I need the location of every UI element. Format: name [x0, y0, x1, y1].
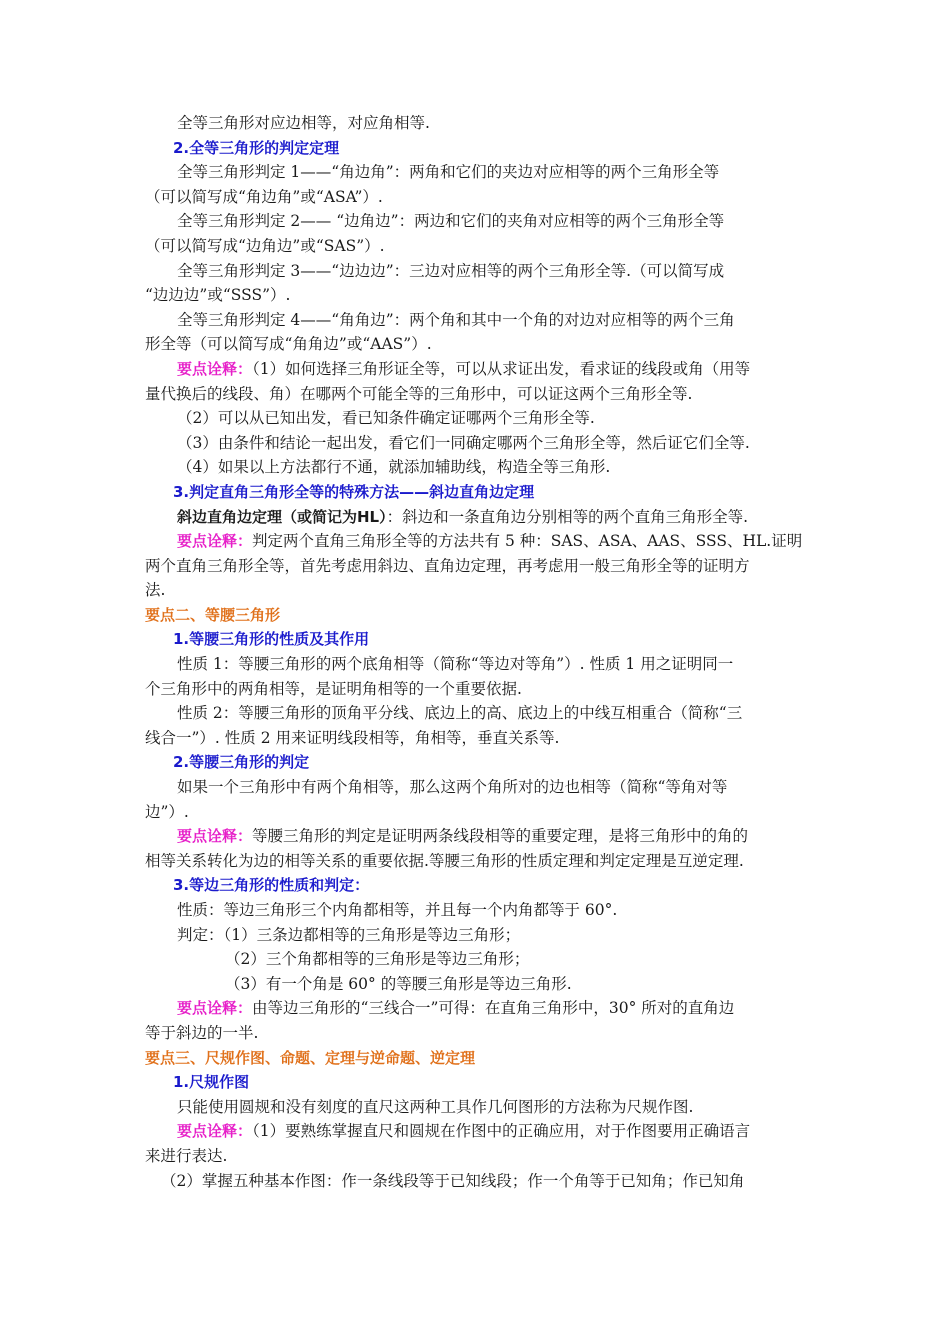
section-heading: 2.等腰三角形的判定	[173, 753, 310, 772]
paragraph: “边边边”或“SSS”）.	[145, 286, 291, 305]
paragraph: 性质：等边三角形三个内角都相等，并且每一个内角都等于 60°.	[177, 901, 618, 919]
paragraph	[145, 530, 810, 552]
paragraph: （3）有一个角是 60° 的等腰三角形是等边三角形.	[225, 974, 572, 993]
paragraph: （2）掌握五种基本作图：作一条线段等于已知线段；作一个角等于已知角；作已知角	[161, 1171, 745, 1190]
paragraph: 来进行表达.	[145, 1146, 228, 1165]
paragraph-text: （1）要熟练掌握直尺和圆规在作图中的正确应用，对于作图要用正确语言	[252, 1122, 751, 1141]
paragraph	[145, 1120, 810, 1142]
paragraph: 判定：（1）三条边都相等的三角形是等边三角形；	[177, 925, 521, 944]
paragraph: 法.	[145, 581, 166, 600]
paragraph: 全等三角形判定 1——“角边角”：两角和它们的夹边对应相等的两个三角形全等	[177, 163, 720, 182]
paragraph-text: 判定两个直角三角形全等的方法共有 5 种：SAS、ASA、AAS、SSS、HL.证明	[252, 532, 803, 551]
paragraph: 个三角形中的两角相等，是证明角相等的一个重要依据.	[145, 679, 522, 698]
paragraph: 量代换后的线段、角）在哪两个可能全等的三角形中，可以证这两个三角形全等.	[145, 384, 693, 403]
section-heading: 3.判定直角三角形全等的特殊方法——斜边直角边定理	[173, 482, 535, 501]
paragraph: （可以简写成“边角边”或“SAS”）.	[145, 236, 385, 255]
key-point-label: 要点诠释：	[177, 1122, 253, 1141]
paragraph: （2）可以从已知出发，看已知条件确定证哪两个三角形全等.	[177, 409, 595, 428]
chapter-heading: 要点二、等腰三角形	[145, 605, 281, 624]
paragraph: 如果一个三角形中有两个角相等，那么这两个角所对的边也相等（简称“等角对等	[177, 778, 728, 797]
paragraph	[145, 825, 810, 847]
paragraph: 等于斜边的一半.	[145, 1023, 259, 1042]
paragraph: 形全等（可以简写成“角角边”或“AAS”）.	[145, 335, 432, 354]
chapter-heading: 要点三、尺规作图、命题、定理与逆命题、逆定理	[145, 1048, 476, 1067]
theorem-name: 斜边直角边定理（或简记为HL）	[177, 507, 387, 526]
paragraph: （可以简写成“角边角”或“ASA”）.	[145, 187, 383, 206]
key-point-label: 要点诠释：	[177, 532, 253, 551]
paragraph: 两个直角三角形全等，首先考虑用斜边、直角边定理，再考虑用一般三角形全等的证明方	[145, 556, 750, 575]
paragraph: 全等三角形判定 4——“角角边”：两个角和其中一个角的对边对应相等的两个三角	[177, 310, 735, 329]
paragraph: 相等关系转化为边的相等关系的重要依据.等腰三角形的性质定理和判定定理是互逆定理.	[145, 851, 744, 870]
section-heading: 3.等边三角形的性质和判定：	[173, 876, 370, 895]
key-point-label: 要点诠释：	[177, 999, 253, 1018]
paragraph: （4）如果以上方法都行不通，就添加辅助线，构造全等三角形.	[177, 458, 611, 477]
key-point-label: 要点诠释：	[177, 359, 253, 378]
paragraph-text: 由等边三角形的“三线合一”可得：在直角三角形中，30° 所对的直角边	[252, 999, 735, 1018]
paragraph: 边”）.	[145, 802, 189, 821]
key-point-label: 要点诠释：	[177, 827, 253, 846]
paragraph: 全等三角形判定 3——“边边边”：三边对应相等的两个三角形全等.（可以简写成	[177, 261, 725, 280]
paragraph: 性质 2：等腰三角形的顶角平分线、底边上的高、底边上的中线互相重合（简称“三	[177, 704, 743, 723]
paragraph-text: （1）如何选择三角形证全等，可以从求证出发，看求证的线段或角（用等	[252, 359, 751, 378]
paragraph: 只能使用圆规和没有刻度的直尺这两种工具作几何图形的方法称为尺规作图.	[177, 1097, 694, 1116]
paragraph: 全等三角形对应边相等，对应角相等.	[177, 114, 430, 132]
paragraph	[145, 506, 810, 528]
document-page	[145, 112, 810, 1194]
paragraph	[145, 997, 810, 1019]
paragraph: 线合一”）. 性质 2 用来证明线段相等，角相等，垂直关系等.	[145, 728, 560, 747]
paragraph-text: ：斜边和一条直角边分别相等的两个直角三角形全等.	[386, 507, 749, 526]
section-heading: 1.等腰三角形的性质及其作用	[173, 630, 370, 649]
paragraph: 全等三角形判定 2—— “边角边”：两边和它们的夹角对应相等的两个三角形全等	[177, 212, 725, 231]
section-heading: 2.全等三角形的判定定理	[173, 138, 340, 157]
section-heading: 1.尺规作图	[173, 1073, 250, 1092]
paragraph: （3）由条件和结论一起出发，看它们一同确定哪两个三角形全等，然后证它们全等.	[177, 433, 750, 452]
paragraph	[145, 358, 810, 380]
paragraph: 性质 1：等腰三角形的两个底角相等（简称“等边对等角”）. 性质 1 用之证明同一	[177, 655, 734, 674]
paragraph: （2）三个角都相等的三角形是等边三角形；	[225, 950, 530, 969]
paragraph-text: 等腰三角形的判定是证明两条线段相等的重要定理，是将三角形中的角的	[252, 827, 749, 846]
